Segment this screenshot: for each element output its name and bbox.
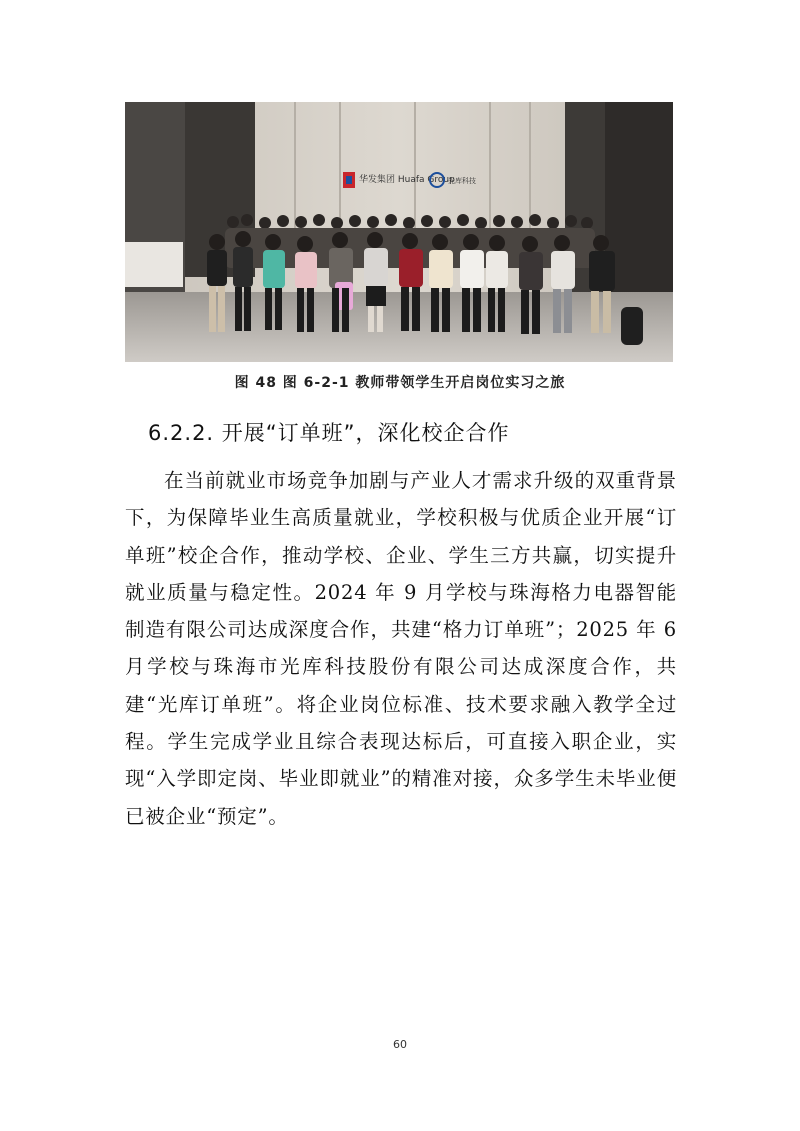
section-heading: 6.2.2. 开展“订单班”，深化校企合作	[148, 421, 510, 445]
huafa-sign-text: 华发集团 Huafa Group	[359, 175, 455, 185]
guangku-sign-text: 光库科技	[448, 177, 476, 185]
page-number: 60	[393, 1038, 407, 1051]
body-paragraph: 在当前就业市场竞争加剧与产业人才需求升级的双重背景下，为保障毕业生高质量就业，学校积极与优质企业开展“订单班”校企合作，推动学校、企业、学生三方共赢，切实提升就业质量与稳定性。2024 年 9 月学校与珠海格力电器智能制造有限公司达成深度合作，共建“格力订单班”；2025 年 6 月学校与珠海市光库科技股份有限公司达成深度合作，共建“光库订单班”。将企业岗位标准、技术要求融入教学全过程。学生完成学业且综合表现达标后，可直接入职企业，实现“入学即定岗、毕业即就业”的精准对接，众多学生未毕业便已被企业“预定”。	[125, 469, 677, 828]
group-photo	[125, 102, 673, 362]
figure-caption: 图 48 图 6-2-1 教师带领学生开启岗位实习之旅	[234, 375, 566, 391]
